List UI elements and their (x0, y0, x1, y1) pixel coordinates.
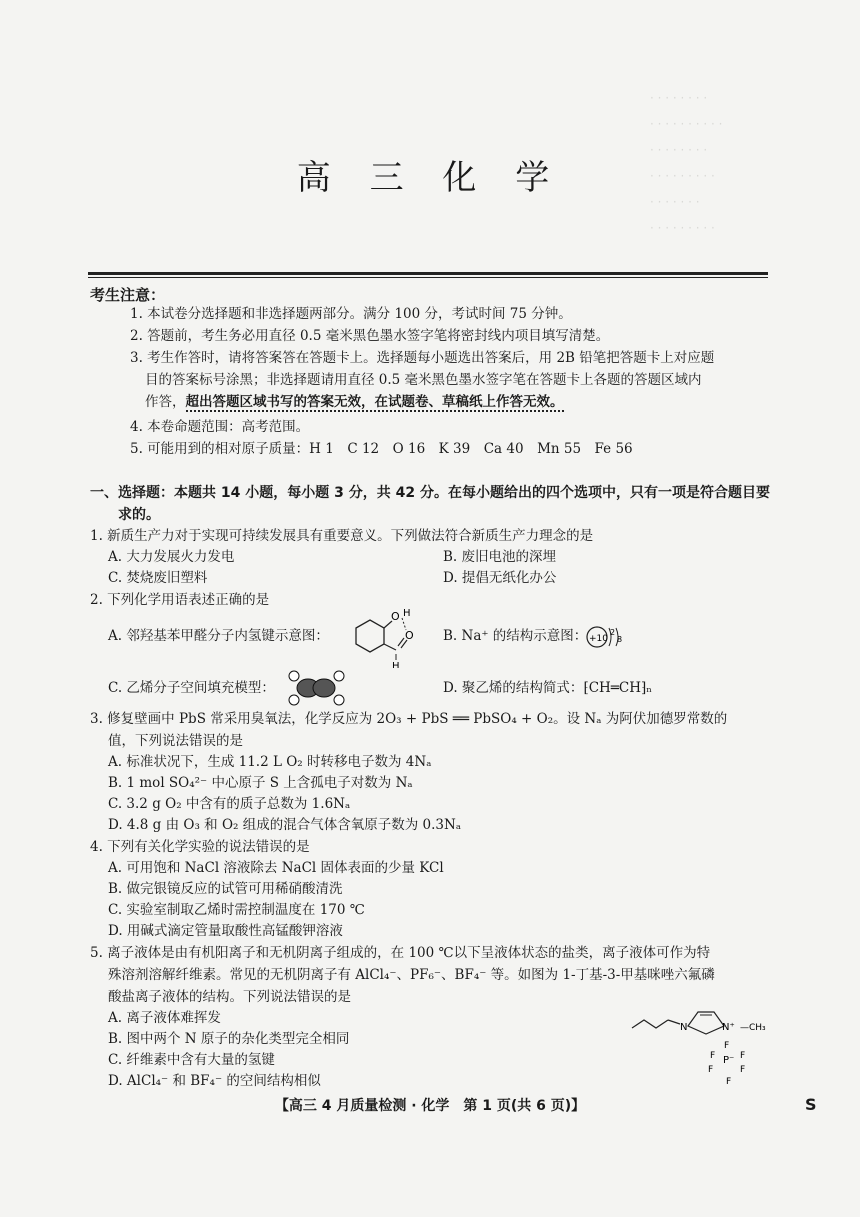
struct-o-label: O (391, 610, 400, 623)
q2-option-b: B. Na⁺ 的结构示意图： (443, 628, 588, 644)
notice-item-4: 4. 本卷命题范围：高考范围。 (130, 419, 310, 435)
fluorine-4: F (708, 1065, 714, 1075)
q2-option-c: C. 乙烯分子空间填充模型： (108, 680, 275, 696)
q3-stem-1: 3. 修复壁画中 PbS 常采用臭氧法，化学反应为 2O₃ + PbS ══ PbSO₄ + O₂。设 Nₐ 为阿伏加德罗常数的 (90, 711, 728, 727)
q1-option-a: A. 大力发展火力发电 (108, 549, 235, 565)
q5-option-b: B. 图中两个 N 原子的杂化类型完全相同 (108, 1031, 350, 1047)
q2-stem: 2. 下列化学用语表述正确的是 (90, 592, 270, 608)
q1-option-d: D. 提倡无纸化办公 (443, 570, 557, 586)
notice-heading: 考生注意： (90, 286, 166, 304)
q5-option-a: A. 离子液体难挥发 (108, 1010, 221, 1026)
q4-option-b: B. 做完银镜反应的试管可用稀硝酸清洗 (108, 881, 343, 897)
ethylene-model (282, 668, 352, 708)
imidazole-n1: N (680, 1022, 688, 1033)
na-nucleus-label: +10 (589, 634, 608, 644)
q3-option-d: D. 4.8 g 由 O₃ 和 O₂ 组成的混合气体含氧原子数为 0.3Nₐ (108, 817, 462, 833)
q3-stem-2: 值，下列说法错误的是 (108, 733, 243, 749)
struct-h-label-2: H (392, 661, 400, 668)
side-mark: S (805, 1095, 817, 1114)
q5-stem-1: 5. 离子液体是由有机阳离子和无机阴离子组成的，在 100 ℃以下呈液体状态的盐类，离子液体可作为特 (90, 945, 711, 961)
page-footer: 【高三 4 月质量检测 · 化学 第 1 页(共 6 页)】 (274, 1098, 586, 1114)
notice-item-1: 1. 本试卷分选择题和非选择题两部分。满分 100 分，考试时间 75 分钟。 (130, 306, 572, 322)
na-shell-2: 8 (617, 635, 623, 644)
fluorine-3: F (740, 1051, 746, 1061)
na-shell-1: 2 (610, 628, 616, 637)
bleed-through-text: · · · · · · · · · · · · · · · · · · · · · · · · · · · · · · · · · · · · · · · · · · · · · · · · · · · (650, 91, 723, 235)
na-ion-structure (585, 622, 625, 652)
notice-item-3a: 3. 考生作答时，请将答案答在答题卡上。选择题每小题选出答案后，用 2B 铅笔把答题卡上对应题 (130, 350, 715, 366)
q5-option-d: D. AlCl₄⁻ 和 BF₄⁻ 的空间结构相似 (108, 1073, 321, 1089)
page-title: 高 三 化 学 (296, 158, 564, 198)
divider-thin (88, 277, 768, 278)
struct-o-label-2: O (405, 629, 414, 642)
imidazole-n2: N⁺ (722, 1022, 735, 1033)
q1-stem: 1. 新质生产力对于实现可持续发展具有重要意义。下列做法符合新质生产力理念的是 (90, 528, 594, 544)
notice-emphasis: 超出答题区域书写的答案无效，在试题卷、草稿纸上作答无效。 (185, 394, 564, 410)
q3-option-c: C. 3.2 g O₂ 中含有的质子总数为 1.6Nₐ (108, 796, 351, 812)
q2-option-a: A. 邻羟基苯甲醛分子内氢键示意图： (108, 628, 329, 644)
q4-option-d: D. 用碱式滴定管量取酸性高锰酸钾溶液 (108, 923, 343, 939)
fluorine-1: F (724, 1041, 730, 1051)
q4-option-c: C. 实验室制取乙烯时需控制温度在 170 ℃ (108, 902, 365, 918)
section-heading (90, 482, 780, 526)
notice-item-3b: 目的答案标号涂黑；非选择题请用直径 0.5 毫米黑色墨水签字笔在答题卡上各题的答题区域内 (145, 372, 702, 388)
q4-stem: 4. 下列有关化学实验的说法错误的是 (90, 839, 310, 855)
q5-option-c: C. 纤维素中含有大量的氢键 (108, 1052, 275, 1068)
fluorine-5: F (740, 1065, 746, 1075)
q3-option-a: A. 标准状况下，生成 11.2 L O₂ 时转移电子数为 4Nₐ (108, 754, 432, 770)
notice-item-2: 2. 答题前，考生务必用直径 0.5 毫米黑色墨水签字笔将密封线内项目填写清楚。 (130, 328, 610, 344)
notice-item-3c-pre: 作答， (145, 394, 186, 410)
methyl-label: —CH₃ (740, 1023, 766, 1033)
q5-stem-2: 殊溶剂溶解纤维素。常见的无机阴离子有 AlCl₄⁻、PF₆⁻、BF₄⁻ 等。如图为 1-丁基-3-甲基咪唑六氟磷 (108, 967, 715, 983)
notice-item-3c (145, 391, 785, 413)
q1-option-b: B. 废旧电池的深埋 (443, 549, 557, 565)
polyethylene-formula: ⁅CH═CH⁆ₙ (583, 680, 653, 696)
fluorine-6: F (726, 1077, 732, 1086)
fluorine-2: F (710, 1051, 716, 1061)
q3-option-b: B. 1 mol SO₄²⁻ 中心原子 S 上含孤电子对数为 Nₐ (108, 775, 413, 791)
notice-item-5: 5. 可能用到的相对原子质量：H 1 C 12 O 16 K 39 Ca 40 Mn 55 Fe 56 (130, 441, 633, 457)
section-line-2: 求的。 (118, 507, 160, 523)
q1-option-c: C. 焚烧废旧塑料 (108, 570, 208, 586)
q2-option-d-label: D. 聚乙烯的结构简式： (443, 680, 584, 696)
struct-h-label-1: H (403, 608, 411, 619)
q5-stem-3: 酸盐离子液体的结构。下列说法错误的是 (108, 989, 351, 1005)
q4-option-a: A. 可用饱和 NaCl 溶液除去 NaCl 固体表面的少量 KCl (108, 860, 444, 876)
ionic-liquid-structure (628, 1004, 778, 1086)
divider-thick (88, 272, 768, 275)
phosphorus-label: P⁻ (723, 1055, 735, 1066)
hydrogen-bond-structure (342, 606, 422, 668)
q2-option-d (443, 678, 652, 699)
section-line-1: 一、选择题：本题共 14 小题，每小题 3 分，共 42 分。在每小题给出的四个选项中，只有一项是符合题目要 (90, 485, 770, 501)
